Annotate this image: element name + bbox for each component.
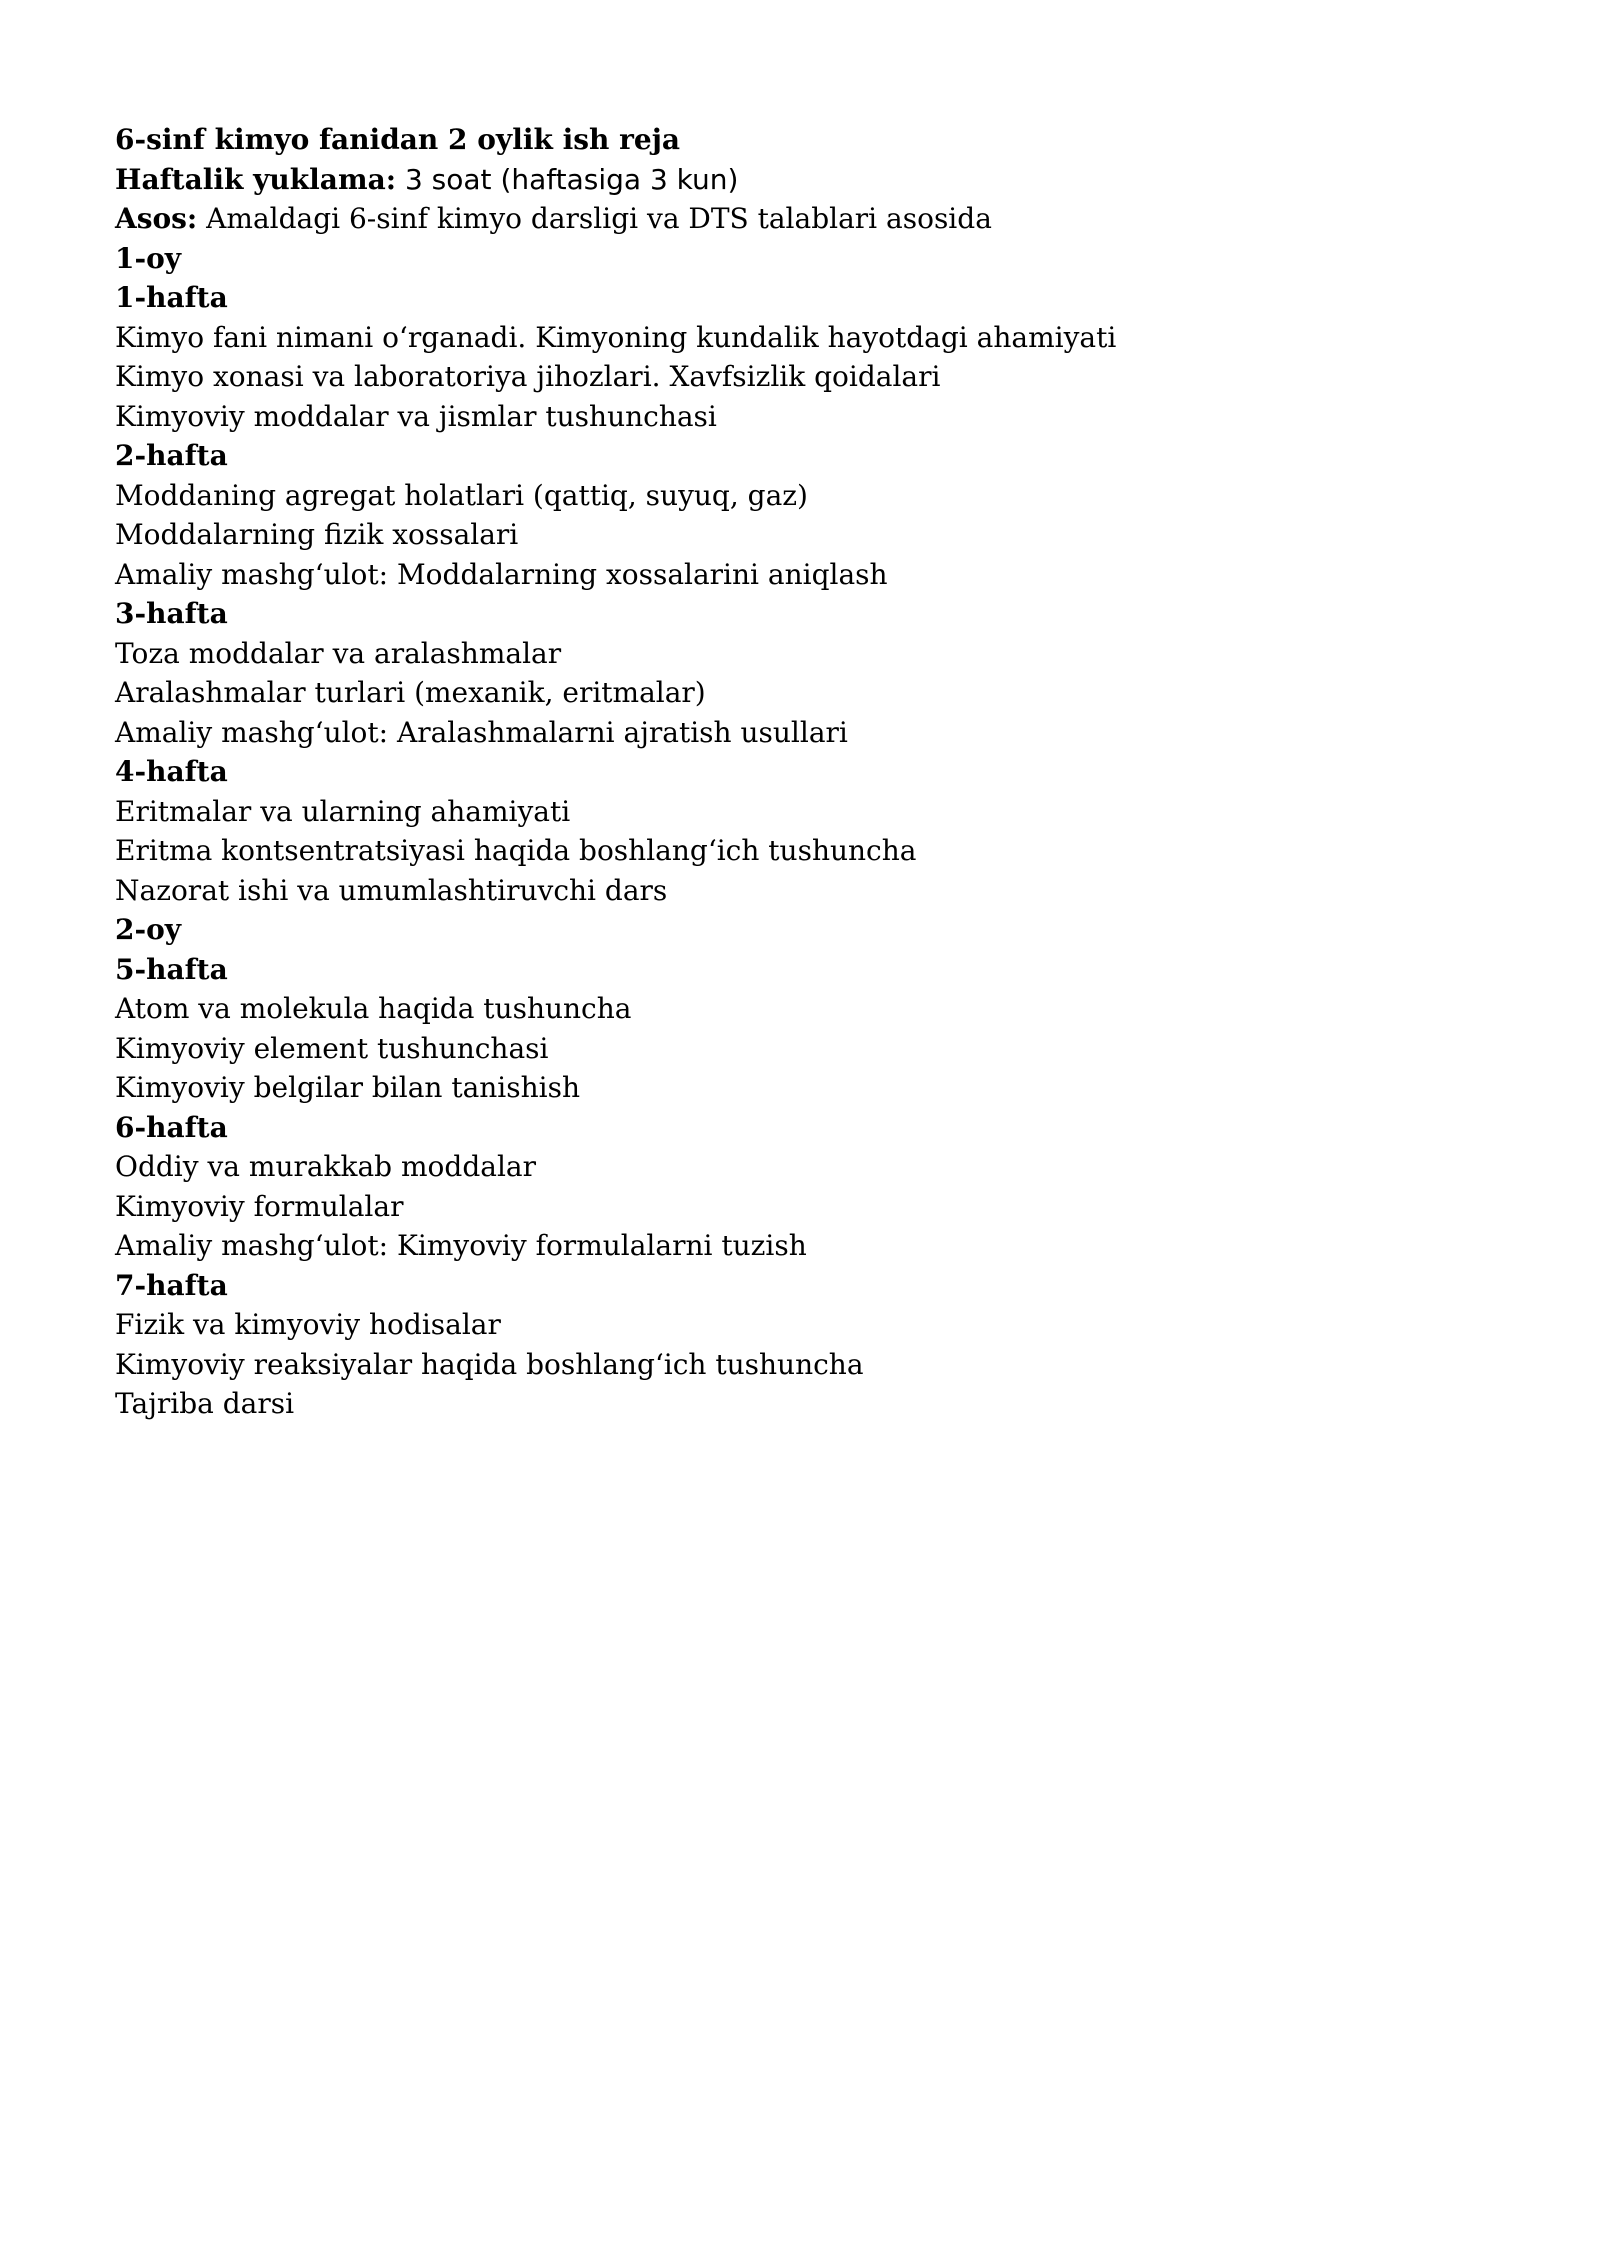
topic-item: Amaliy mashgʻulot: Moddalarning xossalarini aniqlash xyxy=(115,557,888,591)
topic-item: Fizik va kimyoviy hodisalar xyxy=(115,1308,501,1341)
week-heading: 2-hafta xyxy=(115,439,228,472)
topic-item: Kimyo fani nimani oʻrganadi. Kimyoning kundalik hayotdagi ahamiyati xyxy=(115,320,1117,354)
month-heading: 1-oy xyxy=(115,241,182,275)
topic-item: Kimyo xonasi va laboratoriya jihozlari. Xavfsizlik qoidalari xyxy=(115,360,941,393)
topic-item: Amaliy mashgʻulot: Kimyoviy formulalarni tuzish xyxy=(115,1229,807,1262)
topic-item: Toza moddalar va aralashmalar xyxy=(115,636,562,670)
topic-item: Moddaning agregat holatlari (qattiq, suyuq, gaz) xyxy=(115,478,808,512)
week-heading: 4-hafta xyxy=(115,755,228,788)
topic-item: Kimyoviy reaksiyalar haqida boshlangʻich tushuncha xyxy=(115,1347,864,1381)
topic-item: Eritmalar va ularning ahamiyati xyxy=(115,794,571,828)
topic-item: Tajriba darsi xyxy=(115,1387,295,1420)
week-heading: 5-hafta xyxy=(115,952,228,986)
topic-item: Eritma kontsentratsiyasi haqida boshlangʻich tushuncha xyxy=(115,834,917,867)
topic-item: Atom va molekula haqida tushuncha xyxy=(115,992,632,1025)
topic-item: Oddiy va murakkab moddalar xyxy=(115,1150,536,1183)
basis-value: Amaldagi 6-sinf kimyo darsligi va DTS talablari asosida xyxy=(206,202,992,235)
topic-item: Kimyoviy moddalar va jismlar tushunchasi xyxy=(115,399,717,433)
basis xyxy=(115,199,1495,239)
week-heading: 3-hafta xyxy=(115,597,228,630)
month-heading: 2-oy xyxy=(115,913,182,946)
document-title: 6-sinf kimyo fanidan 2 oylik ish reja xyxy=(115,123,680,156)
topic-item: Amaliy mashgʻulot: Aralashmalarni ajratish usullari xyxy=(115,715,848,749)
basis-label: Asos: xyxy=(115,202,198,235)
week-heading: 1-hafta xyxy=(115,281,228,314)
topic-item: Nazorat ishi va umumlashtiruvchi dars xyxy=(115,873,668,907)
weekly-load-label: Haftalik yuklama: xyxy=(115,162,397,196)
topic-item: Aralashmalar turlari (mexanik, eritmalar) xyxy=(115,676,706,709)
week-heading: 7-hafta xyxy=(115,1268,228,1302)
topic-item: Kimyoviy formulalar xyxy=(115,1189,404,1223)
topic-item: Kimyoviy belgilar bilan tanishish xyxy=(115,1071,581,1104)
weekly-load-value: 3 soat (haftasiga 3 kun) xyxy=(404,162,739,196)
topic-item: Kimyoviy element tushunchasi xyxy=(115,1031,549,1065)
document-page xyxy=(115,120,1495,1424)
weekly-load xyxy=(115,160,1495,200)
topic-item: Moddalarning fizik xossalari xyxy=(115,518,519,551)
week-heading: 6-hafta xyxy=(115,1110,228,1144)
